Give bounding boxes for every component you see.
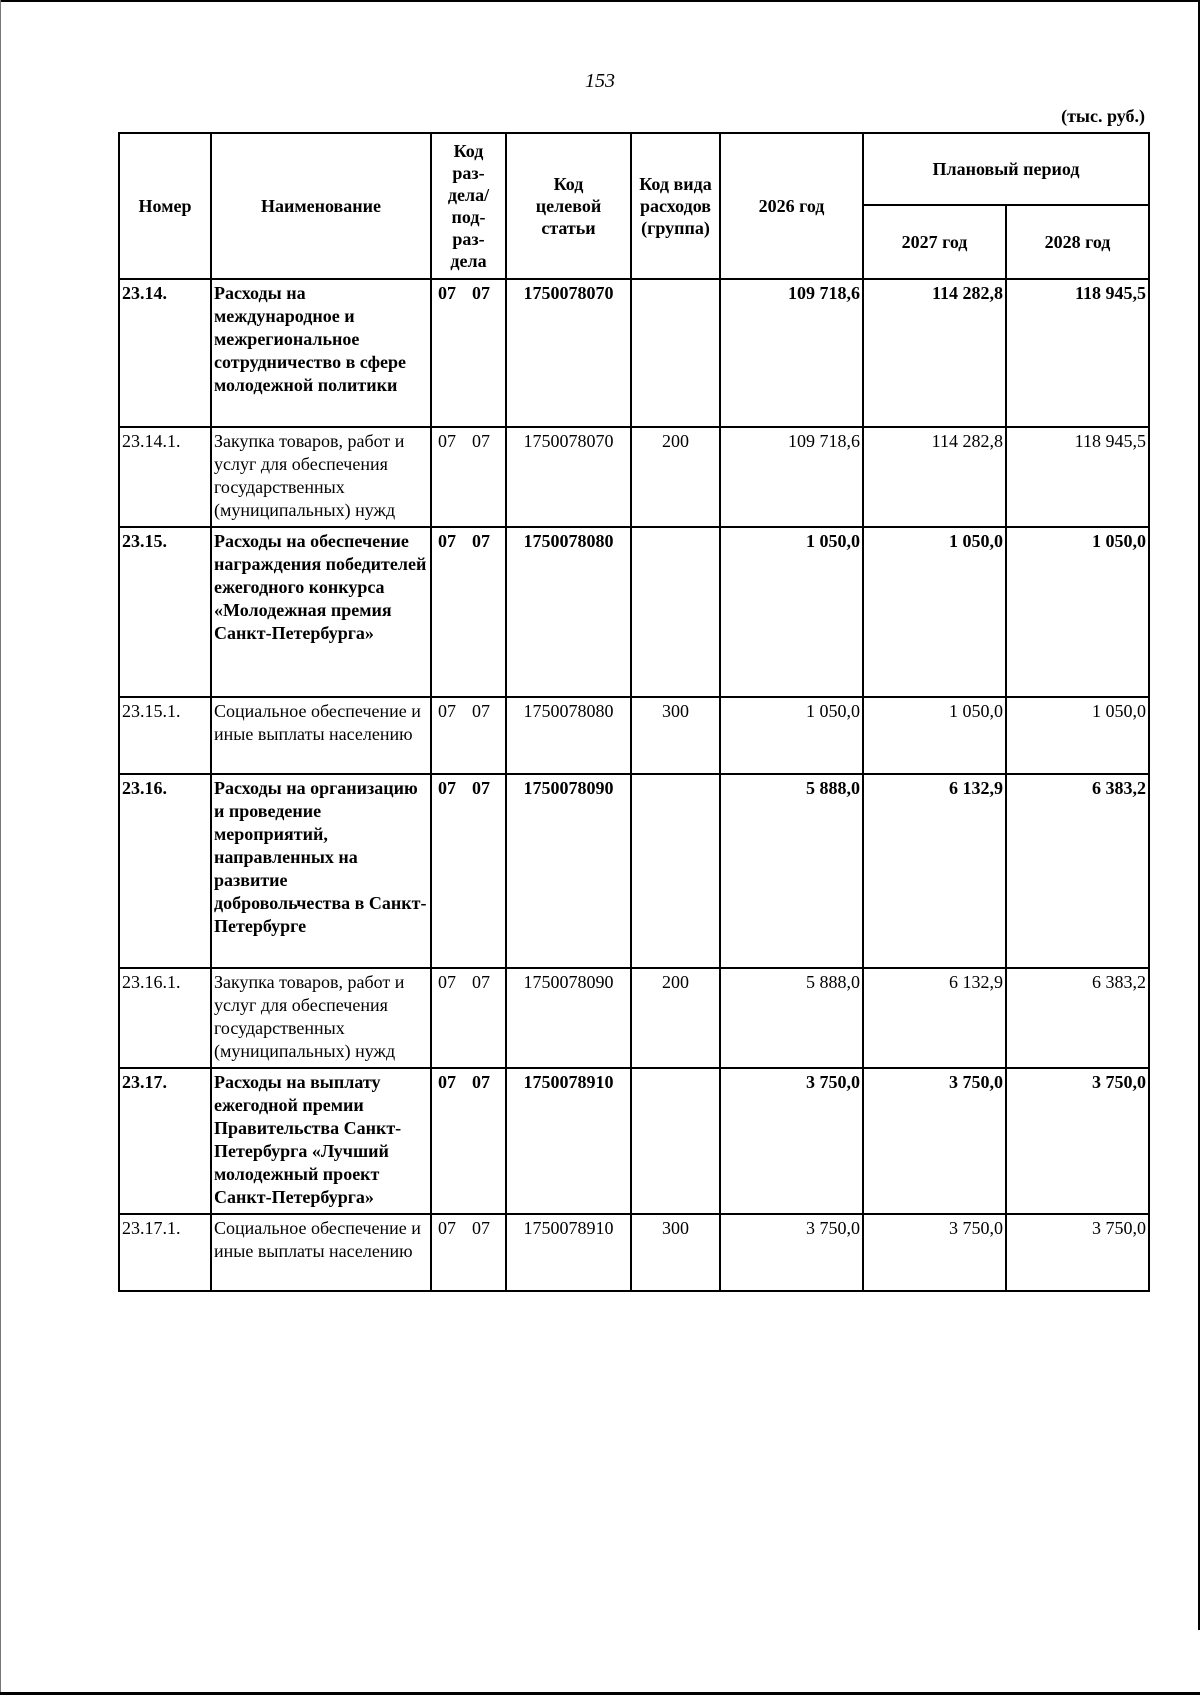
row-section-code: 07 <box>438 531 456 551</box>
header-year-2028: 2028 год <box>1006 205 1149 279</box>
header-kind-line: расходов <box>640 196 711 216</box>
row-number: 23.16.1. <box>119 968 211 1068</box>
header-section-line: раз- <box>452 163 485 183</box>
header-kind-line: (группа) <box>641 218 710 238</box>
header-section-line: Код <box>453 141 484 161</box>
scan-edge-top <box>0 0 1200 2</box>
table-header <box>119 133 1149 279</box>
row-amount-2027: 6 132,9 <box>863 968 1006 1068</box>
budget-table <box>118 132 1150 1292</box>
row-amount-2026: 109 718,6 <box>720 427 863 527</box>
row-subsection-code: 07 <box>472 701 490 721</box>
header-name: Наименование <box>211 133 431 279</box>
row-name: Социальное обеспечение и иные выплаты населению <box>211 1214 431 1291</box>
row-amount-2026: 3 750,0 <box>720 1214 863 1291</box>
row-name: Закупка товаров, работ и услуг для обеспечения государственных (муниципальных) нужд <box>211 427 431 527</box>
row-name: Расходы на международное и межрегиональное сотрудничество в сфере молодежной политики <box>211 279 431 427</box>
row-amount-2028: 1 050,0 <box>1006 527 1149 697</box>
row-target-code: 1750078910 <box>506 1068 631 1214</box>
row-subsection-code: 07 <box>472 1218 490 1238</box>
row-section-code: 07 <box>438 431 456 451</box>
row-section-code: 07 <box>438 283 456 303</box>
header-number: Номер <box>119 133 211 279</box>
row-subsection-code: 07 <box>472 431 490 451</box>
row-expense-kind <box>631 1068 720 1214</box>
row-name: Закупка товаров, работ и услуг для обеспечения государственных (муниципальных) нужд <box>211 968 431 1068</box>
header-section <box>431 133 506 279</box>
row-expense-kind <box>631 774 720 968</box>
row-amount-2026: 1 050,0 <box>720 527 863 697</box>
row-amount-2028: 3 750,0 <box>1006 1068 1149 1214</box>
table-row <box>119 774 1149 968</box>
row-section-code: 07 <box>438 1218 456 1238</box>
row-amount-2028: 6 383,2 <box>1006 968 1149 1068</box>
row-amount-2027: 6 132,9 <box>863 774 1006 968</box>
row-name: Социальное обеспечение и иные выплаты населению <box>211 697 431 774</box>
row-number: 23.15. <box>119 527 211 697</box>
table-row <box>119 1068 1149 1214</box>
row-subsection-code: 07 <box>472 283 490 303</box>
row-amount-2027: 114 282,8 <box>863 427 1006 527</box>
row-section <box>431 697 506 774</box>
row-amount-2028: 118 945,5 <box>1006 279 1149 427</box>
header-section-line: под- <box>451 207 486 227</box>
row-number: 23.16. <box>119 774 211 968</box>
row-target-code: 1750078070 <box>506 279 631 427</box>
table-row <box>119 279 1149 427</box>
row-amount-2027: 114 282,8 <box>863 279 1006 427</box>
header-target <box>506 133 631 279</box>
header-year-2026: 2026 год <box>720 133 863 279</box>
table-row <box>119 1214 1149 1291</box>
row-section <box>431 774 506 968</box>
row-expense-kind: 300 <box>631 1214 720 1291</box>
row-name: Расходы на организацию и проведение мероприятий, направленных на развитие добровольчества в Санкт-Петербурге <box>211 774 431 968</box>
header-kind-line: Код вида <box>639 174 712 194</box>
row-target-code: 1750078080 <box>506 527 631 697</box>
table-row <box>119 527 1149 697</box>
row-amount-2028: 118 945,5 <box>1006 427 1149 527</box>
row-amount-2027: 3 750,0 <box>863 1068 1006 1214</box>
row-subsection-code: 07 <box>472 972 490 992</box>
row-number: 23.17. <box>119 1068 211 1214</box>
header-kind <box>631 133 720 279</box>
row-section <box>431 968 506 1068</box>
row-subsection-code: 07 <box>472 531 490 551</box>
row-section <box>431 1214 506 1291</box>
header-planned-period: Плановый период <box>863 133 1149 205</box>
row-expense-kind: 200 <box>631 427 720 527</box>
table-body <box>119 279 1149 1291</box>
row-target-code: 1750078910 <box>506 1214 631 1291</box>
header-section-line: дела/ <box>447 185 490 205</box>
row-target-code: 1750078070 <box>506 427 631 527</box>
row-section <box>431 1068 506 1214</box>
scan-edge-left <box>0 0 1 1695</box>
row-amount-2026: 3 750,0 <box>720 1068 863 1214</box>
row-amount-2027: 3 750,0 <box>863 1214 1006 1291</box>
row-expense-kind: 200 <box>631 968 720 1068</box>
row-number: 23.14.1. <box>119 427 211 527</box>
row-amount-2026: 109 718,6 <box>720 279 863 427</box>
row-number: 23.15.1. <box>119 697 211 774</box>
row-expense-kind <box>631 527 720 697</box>
row-amount-2026: 5 888,0 <box>720 774 863 968</box>
row-amount-2028: 6 383,2 <box>1006 774 1149 968</box>
table-row <box>119 968 1149 1068</box>
header-section-line: дела <box>450 251 487 271</box>
table-row <box>119 427 1149 527</box>
units-label: (тыс. руб.) <box>1061 106 1145 126</box>
row-subsection-code: 07 <box>472 1072 490 1092</box>
row-amount-2028: 3 750,0 <box>1006 1214 1149 1291</box>
row-section-code: 07 <box>438 778 456 798</box>
row-number: 23.14. <box>119 279 211 427</box>
header-target-line: статьи <box>541 218 596 238</box>
row-number: 23.17.1. <box>119 1214 211 1291</box>
row-name: Расходы на выплату ежегодной премии Правительства Санкт-Петербурга «Лучший молодежный проект Санкт-Петербурга» <box>211 1068 431 1214</box>
table-row <box>119 697 1149 774</box>
row-name: Расходы на обеспечение награждения победителей ежегодного конкурса «Молодежная премия Санкт-Петербурга» <box>211 527 431 697</box>
row-section-code: 07 <box>438 1072 456 1092</box>
page-number: 153 <box>585 70 615 92</box>
row-amount-2026: 1 050,0 <box>720 697 863 774</box>
header-target-line: Код <box>553 174 584 194</box>
row-subsection-code: 07 <box>472 778 490 798</box>
row-amount-2027: 1 050,0 <box>863 527 1006 697</box>
row-section-code: 07 <box>438 701 456 721</box>
header-year-2027: 2027 год <box>863 205 1006 279</box>
row-target-code: 1750078090 <box>506 968 631 1068</box>
header-target-line: целевой <box>535 196 602 216</box>
row-section-code: 07 <box>438 972 456 992</box>
row-target-code: 1750078090 <box>506 774 631 968</box>
row-section <box>431 527 506 697</box>
row-amount-2027: 1 050,0 <box>863 697 1006 774</box>
row-section <box>431 279 506 427</box>
row-expense-kind <box>631 279 720 427</box>
row-expense-kind: 300 <box>631 697 720 774</box>
row-amount-2028: 1 050,0 <box>1006 697 1149 774</box>
row-section <box>431 427 506 527</box>
header-section-line: раз- <box>452 229 485 249</box>
row-target-code: 1750078080 <box>506 697 631 774</box>
row-amount-2026: 5 888,0 <box>720 968 863 1068</box>
